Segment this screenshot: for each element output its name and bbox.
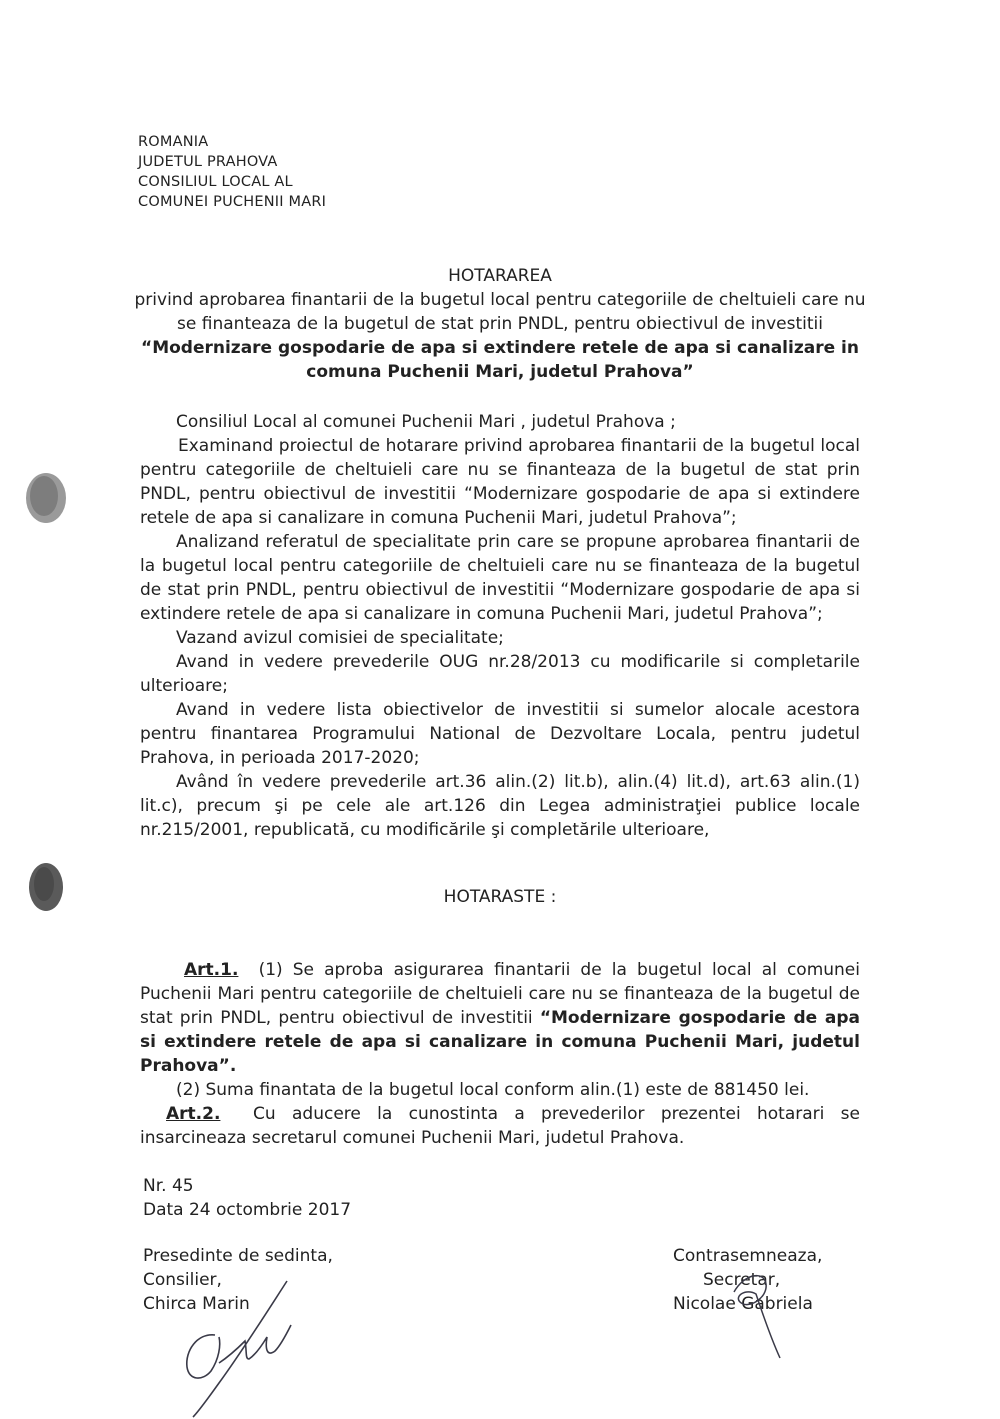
preamble-paragraph: Examinand proiectul de hotarare privind aprobarea finantarii de la bugetul local pentru categoriile de cheltuieli care nu se finanteaza de la bugetul de stat prin PNDL, pentru obiectivul de investitii “Modernizare gospodarie de apa si extindere retele de apa si canalizare in comuna Puchenii Mari, judetul Prahova”; bbox=[140, 436, 860, 528]
article-2-label: Art.2. bbox=[166, 1104, 221, 1124]
preamble-paragraph: Consiliul Local al comunei Puchenii Mari , judetul Prahova ; bbox=[176, 412, 676, 432]
article-1-text: (1) Se aproba asigurarea finantarii de la bugetul local al comunei Puchenii Mari pentru categoriile de cheltuieli care nu se finanteaza de la bugetul de stat prin PNDL, pentru obiectivul de investitii bbox=[140, 960, 860, 1028]
preamble-paragraph: Vazand avizul comisiei de specialitate; bbox=[176, 628, 504, 648]
article-2-text: Cu aducere la cunostinta a prevederilor prezentei hotarari se insarcineaza secretarul comunei Puchenii Mari, judetul Prahova. bbox=[140, 1104, 860, 1148]
signature-right-role: Contrasemneaza, bbox=[673, 1246, 823, 1266]
document-subtitle bbox=[130, 288, 870, 384]
subtitle-text: privind aprobarea finantarii de la bugetul local pentru categoriile de cheltuieli care nu se finanteaza de la bugetul de stat prin PNDL, pentru obiectivul de investitii bbox=[134, 290, 866, 334]
signature-left-title: Consilier, bbox=[143, 1270, 222, 1290]
signature-left-role: Presedinte de sedinta, bbox=[143, 1246, 333, 1266]
preamble-paragraph: Având în vedere prevederile art.36 alin.(2) lit.b), alin.(4) lit.d), art.63 alin.(1) lit.c), precum şi pe cele ale art.126 din Legea administraţiei publice locale nr.215/2001, republicată, cu modificările şi completările ulterioare, bbox=[140, 772, 860, 840]
preamble bbox=[140, 410, 860, 842]
signature-left-name: Chirca Marin bbox=[143, 1294, 250, 1314]
preamble-paragraph: Analizand referatul de specialitate prin care se propune aprobarea finantarii de la bugetul local pentru categoriile de cheltuieli care nu se finanteaza de la bugetul de stat prin PNDL, pentru obiectivul de investitii “Modernizare gospodarie de apa si extindere retele de apa si canalizare in comuna Puchenii Mari, judetul Prahova”; bbox=[140, 532, 860, 624]
punch-hole-top bbox=[22, 470, 72, 526]
handwritten-signature-right bbox=[726, 1262, 786, 1362]
article-1-project-name: “Modernizare gospodarie de apa si extindere retele de apa si canalizare in comuna Puchenii Mari, judetul Prahova”. bbox=[140, 1008, 860, 1076]
preamble-paragraph: Avand in vedere lista obiectivelor de investitii si sumelor alocale acestora pentru finantarea Programului National de Dezvoltare Locala, pentru judetul Prahova, in perioada 2017-2020; bbox=[140, 700, 860, 768]
header-line-commune: COMUNEI PUCHENII MARI bbox=[138, 194, 327, 210]
signature-right-title: Secretar, bbox=[703, 1270, 781, 1290]
decision-heading: HOTARASTE : bbox=[443, 887, 557, 907]
article-1-label: Art.1. bbox=[184, 960, 239, 980]
document-title: HOTARAREA bbox=[448, 266, 552, 286]
subtitle-project-name: “Modernizare gospodarie de apa si extindere retele de apa si canalizare in comuna Puchenii Mari, judetul Prahova” bbox=[141, 338, 859, 382]
handwritten-signature-left bbox=[175, 1275, 305, 1419]
issuer-header bbox=[138, 132, 326, 212]
header-line-county: JUDETUL PRAHOVA bbox=[138, 154, 278, 170]
header-line-country: ROMANIA bbox=[138, 134, 209, 150]
decision-date: Data 24 octombrie 2017 bbox=[143, 1200, 352, 1220]
article-2 bbox=[140, 1102, 860, 1150]
preamble-paragraph: Avand in vedere prevederile OUG nr.28/2013 cu modificarile si completarile ulterioare; bbox=[140, 652, 860, 696]
decision-meta bbox=[143, 1174, 351, 1222]
article-1-paragraph-2: (2) Suma finantata de la bugetul local conform alin.(1) este de 881450 lei. bbox=[176, 1080, 810, 1100]
decision-number: Nr. 45 bbox=[143, 1176, 194, 1196]
articles bbox=[140, 958, 860, 1150]
signature-right-name: Nicolae Gabriela bbox=[673, 1294, 813, 1314]
article-1 bbox=[140, 958, 860, 1078]
header-line-council: CONSILIUL LOCAL AL bbox=[138, 174, 293, 190]
